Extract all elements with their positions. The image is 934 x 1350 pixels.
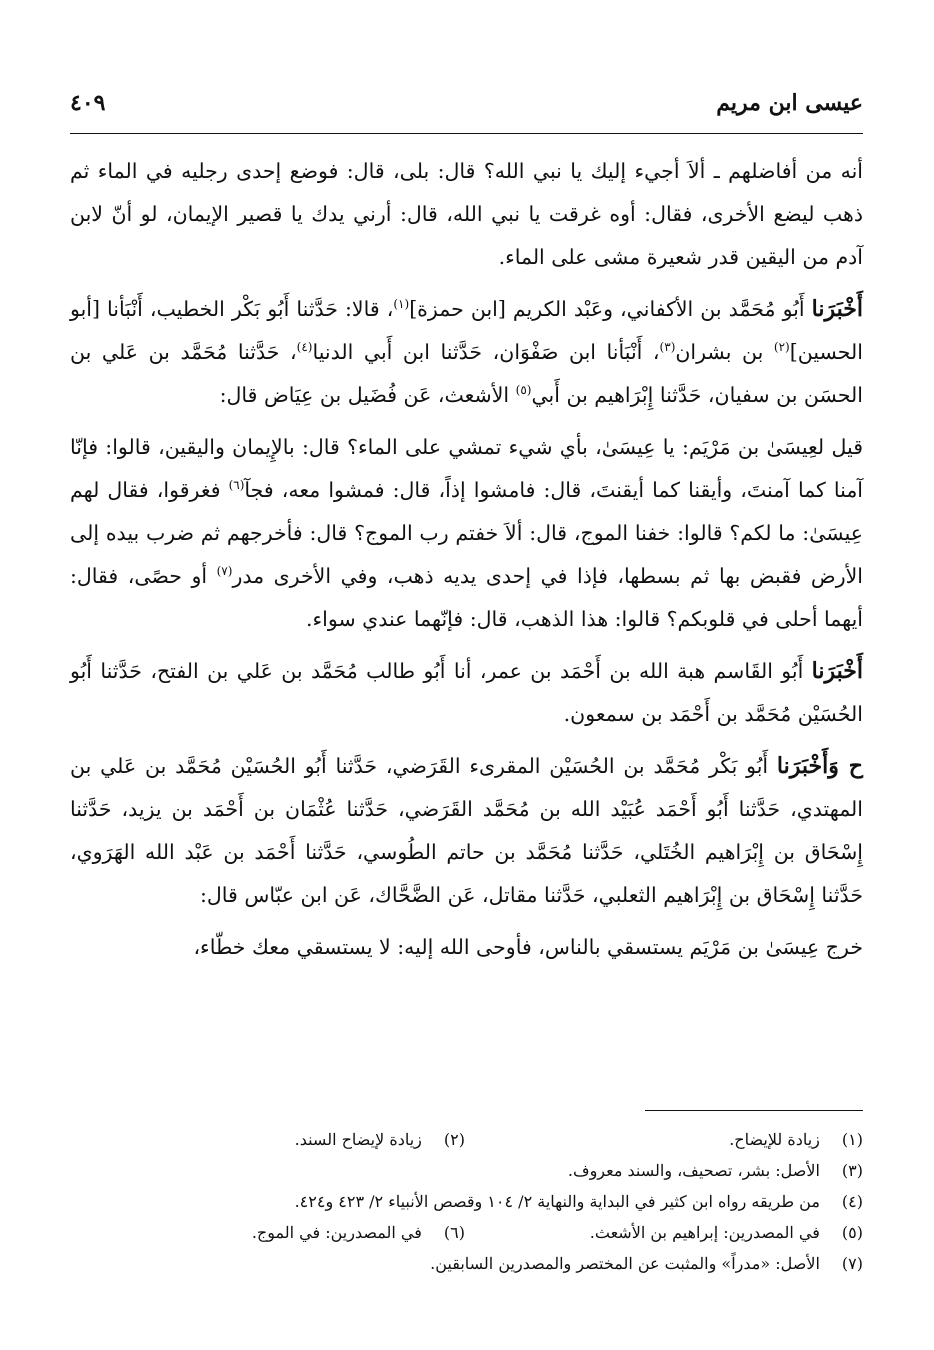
footnote-ref-1: (١) — [393, 297, 410, 312]
footnote-6 — [252, 1217, 465, 1248]
footnote-3 — [70, 1155, 863, 1186]
footnote-row-1-2 — [70, 1124, 863, 1155]
paragraph-2-text-f: الأشعث، عَن فُضَيل بن عِيَاض قال: — [219, 383, 516, 407]
footnote-ref-6: (٦) — [228, 478, 245, 493]
footnote-ref-7: (٧) — [216, 564, 233, 579]
paragraph-2-text-d: ، أَنْبَأنا ابن صَفْوَان، حَدَّثنا ابن أَبي الدنيا — [312, 340, 660, 364]
paragraph-2-text-c: بن بشران — [675, 340, 774, 364]
page-header — [70, 86, 863, 126]
paragraph-2-text-a: أَبُو مُحَمَّد بن الأكفاني، وعَبْد الكريم [ابن حمزة] — [409, 297, 805, 321]
running-title: عيسى ابن مريم — [716, 90, 863, 116]
footnote-5-number: (٥) — [841, 1223, 863, 1242]
footnote-ref-5: (٥) — [515, 383, 532, 398]
footnote-5 — [465, 1217, 863, 1248]
footnote-6-number: (٦) — [443, 1223, 465, 1242]
paragraph-1 — [70, 150, 863, 279]
paragraph-3-text-a: قيل لعِيسَىٰ بن مَرْيَم: يا عِيسَىٰ، بأي شيء تمشي على الماء؟ قال: بالإِيمان واليقين، قالوا: فإنّا آمنا كما آمنتَ، وأيقنا كما أيقنتَ، قال: فامشوا إذاً، قال: فمشوا معه، فجآ — [70, 435, 863, 502]
footnote-4 — [70, 1186, 863, 1217]
footnote-rule — [645, 1110, 863, 1111]
paragraph-2-text-e: ، حَدَّثنا مُحَمَّد بن عَلي بن الحسَن بن سفيان، حَدَّثنا إِبْرَاهيم بن أَبي — [70, 340, 863, 407]
footnote-ref-3: (٣) — [659, 340, 676, 355]
paragraph-5 — [70, 745, 863, 917]
footnote-2 — [295, 1124, 465, 1155]
footnote-1 — [465, 1124, 863, 1155]
footnote-ref-4: (٤) — [296, 340, 313, 355]
paragraph-3-text-b: فغرقوا، فقال لهم عِيسَىٰ: ما لكم؟ قالوا: خفنا الموج، قال: ألاَ خفتم رب الموج؟ قال: فأخرجهم ثم ضرب بيده إلى الأرض فقبض بها ثم بسطها، فإذا في إحدى يديه ذهب، وفي الأخرى مدر — [70, 478, 864, 588]
paragraph-1-text: أنه من أفاضلهم ـ ألاَ أجيء إليك يا نبي الله؟ قال: بلى، قال: فوضع إحدى رجليه في الماء ثم ذهب ليضع الأخرى، فقال: أوه غرقت يا نبي الله، قال: أرني يدك يا قصير الإيمان، لو أنّ لابن آدم من اليقين قدر شعيرة مشى على الماء. — [70, 159, 863, 269]
paragraph-4 — [70, 650, 863, 736]
paragraph-2-lead: أَخْبَرَنا — [811, 296, 863, 322]
paragraph-4-text: أَبُو القَاسم هبة الله بن أَحْمَد بن عمر، أنا أَبُو طالب مُحَمَّد بن عَلي بن الفتح، حَدَّثنا أَبُو الحُسَيْن مُحَمَّد بن أَحْمَد بن سمعون. — [70, 659, 863, 726]
footnote-1-text: زيادة للإيضاح. — [729, 1130, 820, 1149]
footnote-ref-2: (٢) — [773, 340, 790, 355]
footnote-4-number: (٤) — [841, 1192, 863, 1211]
footnotes — [70, 1124, 863, 1279]
paragraph-4-lead: أَخْبَرَنا — [811, 658, 863, 684]
header-rule — [70, 133, 863, 134]
paragraph-2 — [70, 288, 863, 417]
paragraph-3-text-c: أو حصًى، فقال: أيهما أحلى في قلوبكم؟ قالوا: هذا الذهب، قال: فإنّهما عندي سواء. — [70, 564, 863, 631]
footnote-2-text: زيادة لإيضاح السند. — [294, 1130, 422, 1149]
footnote-7-text: الأصل: «مدراً» والمثبت عن المختصر والمصدرين السابقين. — [430, 1254, 820, 1273]
paragraph-5-text: أَبُو بَكْر مُحَمَّد بن الحُسَيْن المقرىء القَرَضي، حَدَّثنا أَبُو الحُسَيْن مُحَمَّد بن عَلي بن المهتدي، حَدَّثنا أَبُو أَحْمَد عُبَيْد الله بن مُحَمَّد القَرَضي، حَدَّثنا عُثْمَان بن أَحْمَد بن يزيد، حَدَّثنا إِسْحَاق بن إِبْرَاهيم الخُتَلي، حَدَّثنا مُحَمَّد بن حاتم الطُوسي، حَدَّثنا أَحْمَد بن عَبْد الله الهَرَوي، حَدَّثنا إِسْحَاق بن إِبْرَاهيم الثعلبي، حَدَّثنا مقاتل، عَن الضَّحَّاك، عَن ابن عبّاس قال: — [70, 754, 863, 907]
footnote-7-number: (٧) — [841, 1254, 863, 1273]
paragraph-6-text: خرج عِيسَىٰ بن مَرْيَم يستسقي بالناس، فأوحى الله إليه: لا يستسقي معك خطّاء، — [193, 935, 863, 959]
footnote-row-5-6 — [70, 1217, 863, 1248]
paragraph-6 — [70, 926, 863, 969]
footnote-7 — [70, 1248, 863, 1279]
footnote-3-text: الأصل: بشر، تصحيف، والسند معروف. — [567, 1161, 820, 1180]
paragraph-5-lead: ح وَأَخْبَرَنا — [776, 753, 863, 779]
footnote-4-text: من طريقه رواه ابن كثير في البداية والنهاية ٢/ ١٠٤ وقصص الأنبياء ٢/ ٤٢٣ و٤٢٤. — [294, 1192, 820, 1211]
footnote-3-number: (٣) — [841, 1161, 863, 1180]
footnote-2-number: (٢) — [443, 1130, 465, 1149]
paragraph-3 — [70, 426, 863, 641]
footnote-1-number: (١) — [841, 1130, 863, 1149]
main-text — [70, 150, 863, 978]
footnote-6-text: في المصدرين: في الموج. — [251, 1223, 422, 1242]
footnote-5-text: في المصدرين: إبراهيم بن الأشعث. — [589, 1223, 820, 1242]
paragraph-2-text-b: ، قالا: حَدَّثنا أَبُو بَكْر الخطيب، أَنْبَأنا [أبو الحسين] — [70, 297, 863, 364]
page-number: ٤٠٩ — [70, 90, 106, 116]
